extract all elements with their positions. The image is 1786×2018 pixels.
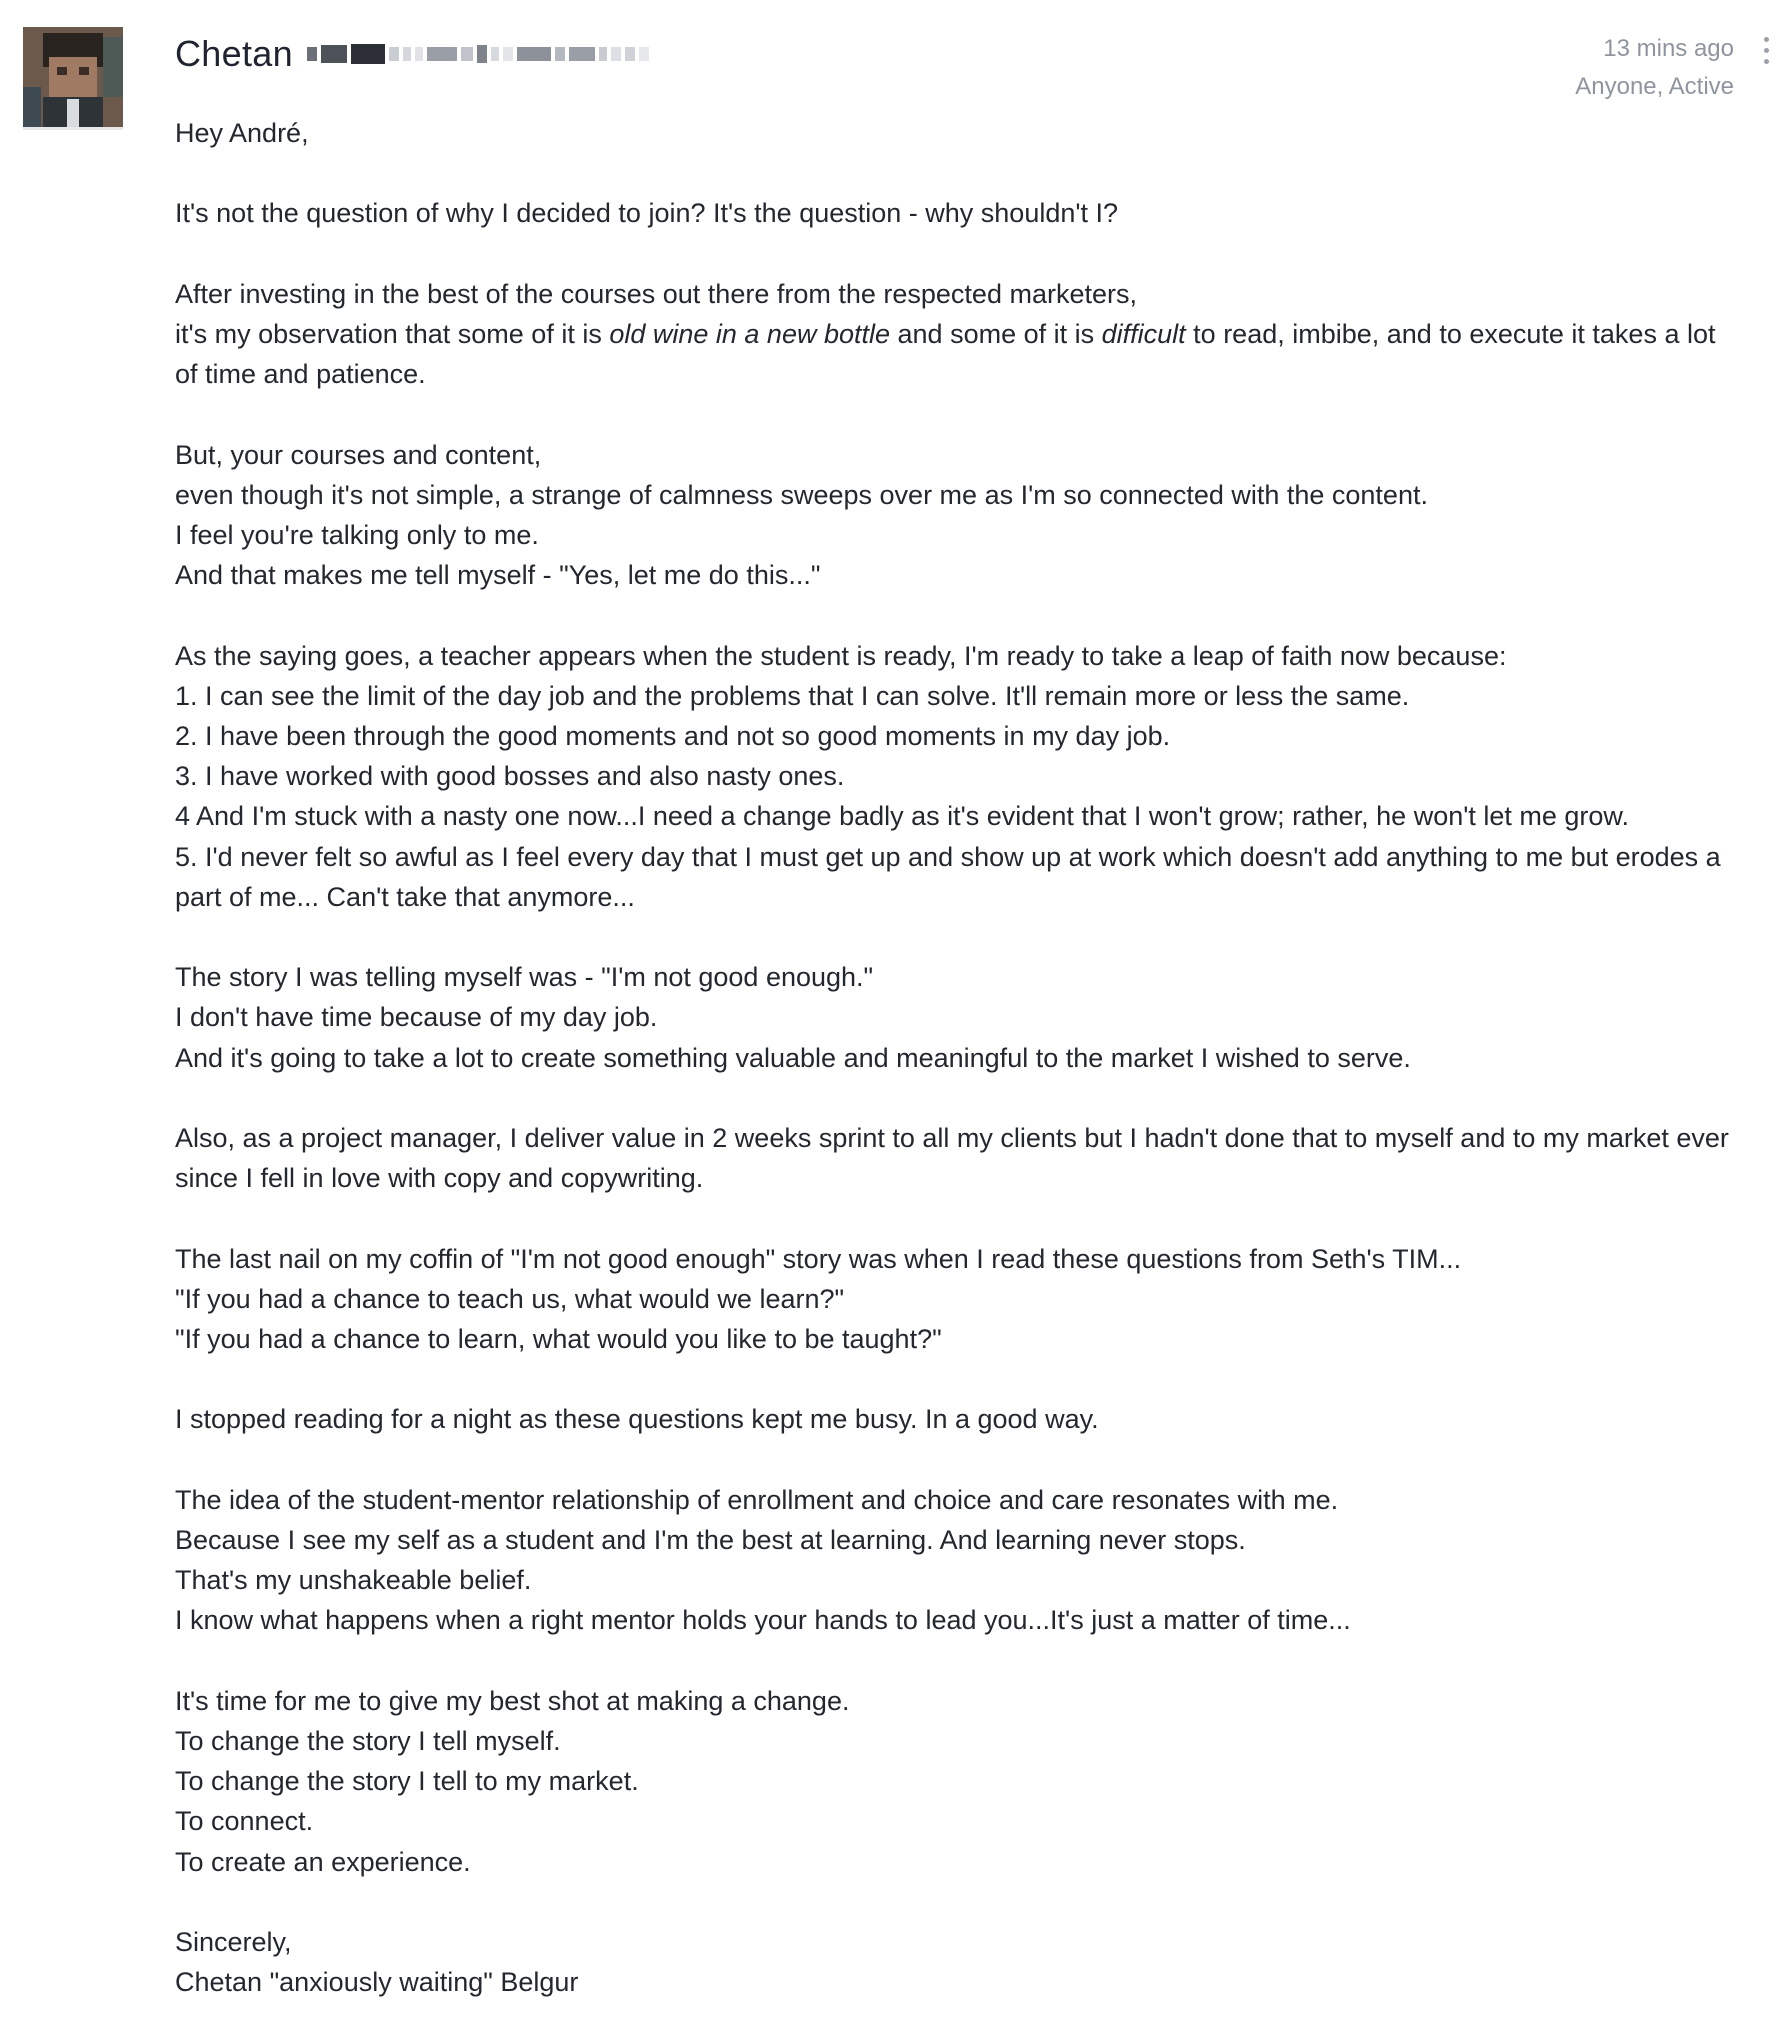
post-visibility[interactable]: Anyone, Active	[1575, 73, 1734, 100]
vertical-ellipsis-icon	[1764, 59, 1769, 64]
avatar-pixel	[67, 99, 79, 127]
avatar-pixel	[49, 57, 97, 97]
list-item: 5. I'd never felt so awful as I feel every day that I must get up and show up at work which doesn't add anything to me but erodes a part of me... Can't take that anymore...	[175, 841, 1721, 912]
list-item: 2. I have been through the good moments and not so good moments in my day job.	[175, 720, 1171, 751]
author-name[interactable]: Chetan	[175, 33, 293, 74]
paragraph: As the saying goes, a teacher appears when the student is ready, I'm ready to take a leap of faith now because: 1. I can see the limit of the day job and the problems that I can solve. It'll remain more or less the same. 2. I have been through the good moments and not so good moments in my day job. 3. I have worked with good bosses and also nasty ones. 4 And I'm stuck with a nasty one now...I need a change badly as it's evident that I won't grow; rather, he won't let me grow. 5. I'd never felt so awful as I feel every day that I must get up and show up at work which doesn't add anything to me but erodes a part of me... Can't take that anymore...	[175, 640, 1721, 912]
signoff: Sincerely, Chetan "anxiously waiting" Belgur	[175, 1926, 579, 1998]
vertical-ellipsis-icon	[1764, 37, 1769, 42]
vertical-ellipsis-icon	[1764, 48, 1769, 53]
redacted-author-details	[307, 39, 653, 69]
paragraph: Also, as a project manager, I deliver value in 2 weeks sprint to all my clients but I hadn't done that to myself and to my market ever since I fell in love with copy and copywriting.	[175, 1122, 1729, 1194]
greeting: Hey André,	[175, 118, 309, 148]
list-item: 4 And I'm stuck with a nasty one now...I need a change badly as it's evident that I won't grow; rather, he won't let me grow.	[175, 801, 1629, 832]
paragraph: But, your courses and content, even though it's not simple, a strange of calmness sweeps over me as I'm so connected with the content. I feel you're talking only to me. And that makes me tell myself - "Yes, let me do this..."	[175, 439, 1428, 591]
paragraph: The last nail on my coffin of "I'm not good enough" story was when I read these questions from Seth's TIM... "If you had a chance to teach us, what would we learn?" "If you had a chance to learn, what would you like to be taught?"	[175, 1243, 1462, 1354]
paragraph: It's time for me to give my best shot at making a change. To change the story I tell myself. To change the story I tell to my market. To connect. To create an experience.	[175, 1685, 850, 1877]
post-timestamp[interactable]: 13 mins ago	[1603, 35, 1734, 62]
author-line	[175, 30, 653, 78]
more-options-button[interactable]	[1754, 30, 1778, 70]
avatar-pixel	[79, 67, 89, 75]
paragraph: The idea of the student-mentor relationship of enrollment and choice and care resonates with me. Because I see my self as a student and I'm the best at learning. And learning never stops. That's my unshakeable belief. I know what happens when a right mentor holds your hands to lead you...It's just a matter of time...	[175, 1484, 1351, 1636]
avatar-pixel	[103, 37, 123, 97]
post-meta	[1575, 30, 1734, 106]
list-item: 1. I can see the limit of the day job and the problems that I can solve. It'll remain more or less the same.	[175, 680, 1410, 711]
paragraph: The story I was telling myself was - "I'm not good enough." I don't have time because of my day job. And it's going to take a lot to create something valuable and meaningful to the market I wished to serve.	[175, 962, 1411, 1073]
paragraph: I stopped reading for a night as these questions kept me busy. In a good way.	[175, 1404, 1099, 1435]
list-item: 3. I have worked with good bosses and also nasty ones.	[175, 761, 845, 792]
paragraph: After investing in the best of the courses out there from the respected marketers, it's my observation that some of it is old wine in a new bottle and some of it is difficult to read, imbibe, and to execute it takes a lot of time and patience.	[175, 278, 1716, 390]
message-body	[175, 113, 1735, 2002]
avatar-pixel	[23, 87, 41, 127]
paragraph: It's not the question of why I decided to join? It's the question - why shouldn't I?	[175, 198, 1119, 229]
signature: Chetan "anxiously waiting" Belgur	[175, 1967, 579, 1998]
author-avatar[interactable]	[23, 27, 123, 127]
avatar-pixel	[57, 67, 67, 75]
